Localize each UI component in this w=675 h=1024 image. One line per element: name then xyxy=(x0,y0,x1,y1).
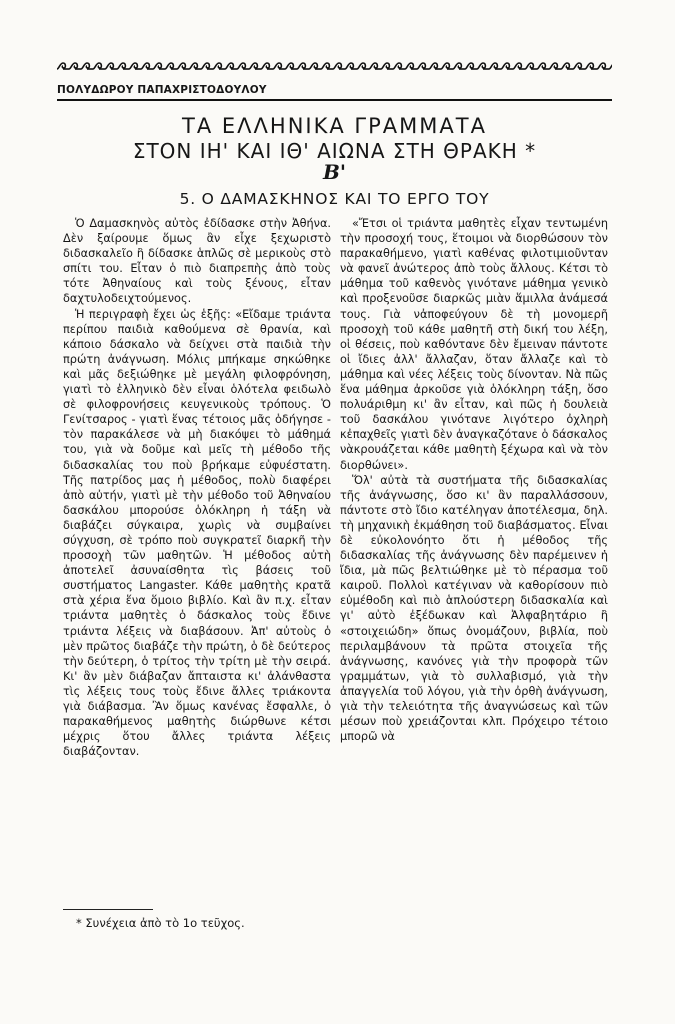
paragraph: Ὅλ' αὐτὰ τὰ συστήματα τῆς διδασκαλίας τῆς ἀνάγνωσης, ὅσο κι' ἂν παραλλάσσουν, πάντοτε στὸ ἴδιο κατέληγαν ἀποτέλεσμα, δηλ. τὴ μηχανικὴ ἐκμάθηση τοῦ διαβάσματος. Εἶναι δὲ εὐκολονόητο ὅτι ἡ μέθοδος τῆς διδασκαλίας τῆς ἀνάγνωσης δὲν παρέμεινεν ἡ ἴδια, μὰ πῶς βελτιώθηκε μὲ τὸ πέρασμα τοῦ καιροῦ. Πολλοὶ κατέγιναν νὰ καθορίσουν πιὸ εὐμέθοδη καὶ πιὸ ἁπλούστερη διδασκαλία καὶ γι' αὐτὸ ἐξέδωκαν καὶ Ἀλφαβητάριο ἢ «στοιχειώδη» ὅπως ὀνομάζουν, βιβλία, ποὺ περιλαμβάνουν τὰ πρῶτα στοιχεῖα τῆς ἀνάγνωσης, κανόνες γιὰ τὴν προφορὰ τῶν γραμμάτων, γιὰ τὸ συλλαβισμό, γιὰ τὴν ἀπαγγελία τοῦ λόγου, γιὰ τὴν ὀρθὴ ἀνάγνωση, γιὰ τὴν τελειότητα τῆς ἀναγνώσεως καὶ τῶν μέσων ποὺ χρειάζονται κλπ. Πρόχειρο τέτοιο μπορῶ νὰ xyxy=(340,473,608,744)
article-part-number: Β' xyxy=(322,160,347,184)
running-header-author: ΠΟΛΥΔΩΡΟΥ ΠΑΠΑΧΡΙΣΤΟΔΟΥΛΟΥ xyxy=(57,84,267,96)
paragraph: Ὁ Δαμασκηνὸς αὐτὸς ἐδίδασκε στὴν Ἀθήνα. Δὲν ξαίρουμε ὅμως ἂν εἶχε ξεχωριστὸ διδασκαλεῖο ἢ δίδασκε ἁπλῶς σὲ μερικοὺς στὸ σπίτι του. Εἶταν ὁ πιὸ διαπρεπὴς ἀπὸ τοὺς τότε Ἀθηναίους καὶ τοὺς ξένους, εἶταν δαχτυλοδειχτούμενος. xyxy=(63,217,331,306)
greek-key-ornament xyxy=(57,58,612,74)
footnote-divider xyxy=(63,909,153,910)
left-text-column xyxy=(63,216,331,759)
section-heading: 5. Ο ΔΑΜΑΣΚΗΝΟΣ ΚΑΙ ΤΟ ΕΡΓΟ ΤΟΥ xyxy=(179,190,490,208)
paragraph: «Ἔτσι οἱ τριάντα μαθητὲς εἶχαν τεντωμένη τὴν προσοχή τους, ἕτοιμοι νὰ διορθώσουν τὸν παρακαθήμενο, γιατὶ καθένας φιλοτιμιοῦνταν νὰ φανεῖ ἀνώτερος ἀπὸ τοὺς ἄλλους. Κέτσι τὸ μάθημα τοῦ καθενὸς γινότανε μάθημα γενικὸ καὶ προξενοῦσε διαρκῶς μιὰν ἅμιλλα ἀνάμεσά τους. Γιὰ νἀποφεύγουν δὲ τὴ μονομερῆ προσοχὴ τοῦ κάθε μαθητῆ στὴ δική του λέξη, οἱ θέσεις, ποὺ καθόντανε δὲν ἔμειναν πάντοτε οἱ ἴδιες ἀλλ' ἄλλαζαν, ὅταν ἄλλαζε καὶ τὸ μάθημα καὶ νέες λέξεις τοὺς δίνονταν. Νὰ πῶς ἕνα μάθημα ἀρκοῦσε γιὰ ὁλόκληρη τάξη, ὅσο πολυάριθμη κι' ἂν εἶταν, καὶ πῶς ἡ δουλειὰ τοῦ δασκάλου γινότανε λιγότερο ὀχληρὴ κἐπαχθεῖς γιατὶ δὲν ἀναγκαζότανε ὁ δάσκαλος νὰκρουάζεται κάθε μαθητὴ ξέχωρα καὶ νὰ τὸν διορθώνει». xyxy=(340,217,608,472)
article-title-line-1: ΤΑ ΕΛΛΗΝΙΚΑ ΓΡΑΜΜΑΤΑ xyxy=(182,114,487,138)
header-divider xyxy=(57,99,612,101)
article-title-line-2: ΣΤΟΝ ΙΗ' ΚΑΙ ΙΘ' ΑΙΩΝΑ ΣΤΗ ΘΡΑΚΗ * xyxy=(132,139,537,163)
paragraph: Ἡ περιγραφὴ ἔχει ὡς ἑξῆς: «Εἴδαμε τριάντα περίπου παιδιὰ καθούμενα σὲ θρανία, καὶ κάποιο δάσκαλο νὰ δείχνει στὰ παιδιὰ τὴν πρώτη ἀνάγνωση. Μόλις μπήκαμε σηκώθηκε καὶ μᾶς δεξιώθηκε μὲ μεγάλη φιλοφρόνηση, γιατὶ τὸ ἑλληνικὸ δὲν εἶναι ὁλότελα φειδωλὸ σὲ φιλοφρονήσεις κευγενικοὺς τρόπους. Ὁ Γενίτσαρος - γιατὶ ἕνας τέτοιος μᾶς ὁδήγησε - τὸν παρακάλεσε νὰ μὴ διακόψει τὸ μάθημά του, γιὰ νὰ δοῦμε καὶ μεῖς τὴ μέθοδο τῆς διδασκαλίας του ποὺ βρήκαμε εὐφυέστατη. Τῆς πατρίδος μας ἡ μέθοδος, πολὺ διαφέρει ἀπὸ αὐτήν, γιατὶ μὲ τὴν μέθοδο τοῦ Ἀθηναίου δασκάλου μπορούσε ὁλόκληρη ἡ τάξη νὰ διαβάζει σύγκαιρα, χωρὶς νὰ συμβαίνει σύγχυση, σὲ τρόπο ποὺ συγκρατεῖ διαρκῆ τὴν προσοχὴ τῶν μαθητῶν. Ἡ μέθοδος αὐτὴ ἀποτελεῖ ἀσυναίσθητα τὶς βάσεις τοῦ συστήματος Langaster. Κάθε μαθητὴς κρατᾶ στὰ χέρια ἕνα ὅμοιο βιβλίο. Καὶ ἂν π.χ. εἶταν τριάντα μαθητὲς ὁ δάσκαλος τοὺς ἔδινε τριάντα λέξεις νὰ διαβάσουν. Ἀπ' αὐτοὺς ὁ μὲν πρῶτος διαβάζε τὴν πρώτη, ὁ δὲ δεύτερος τὴν δεύτερη, ὁ τρίτος τὴν τρίτη μὲ τὴν σειρά. Κι' ἂν μὲν διάβαζαν ἄπταιστα κι' ἀλάνθαστα τὶς λέξεις τους τοὺς ἔδινε ἄλλες τριάκοντα γιὰ διάβασμα. Ἂν ὅμως κανένας ἔσφαλλε, ὁ παρακαθήμενος μαθητὴς διώρθωνε κέτσι μέχρις ὅτου ἄλλες τριάντα λέξεις διαβάζονταν. xyxy=(63,307,331,759)
footnote: * Συνέχεια ἀπὸ τὸ 1ο τεῦχος. xyxy=(76,916,245,930)
right-text-column xyxy=(340,216,608,744)
